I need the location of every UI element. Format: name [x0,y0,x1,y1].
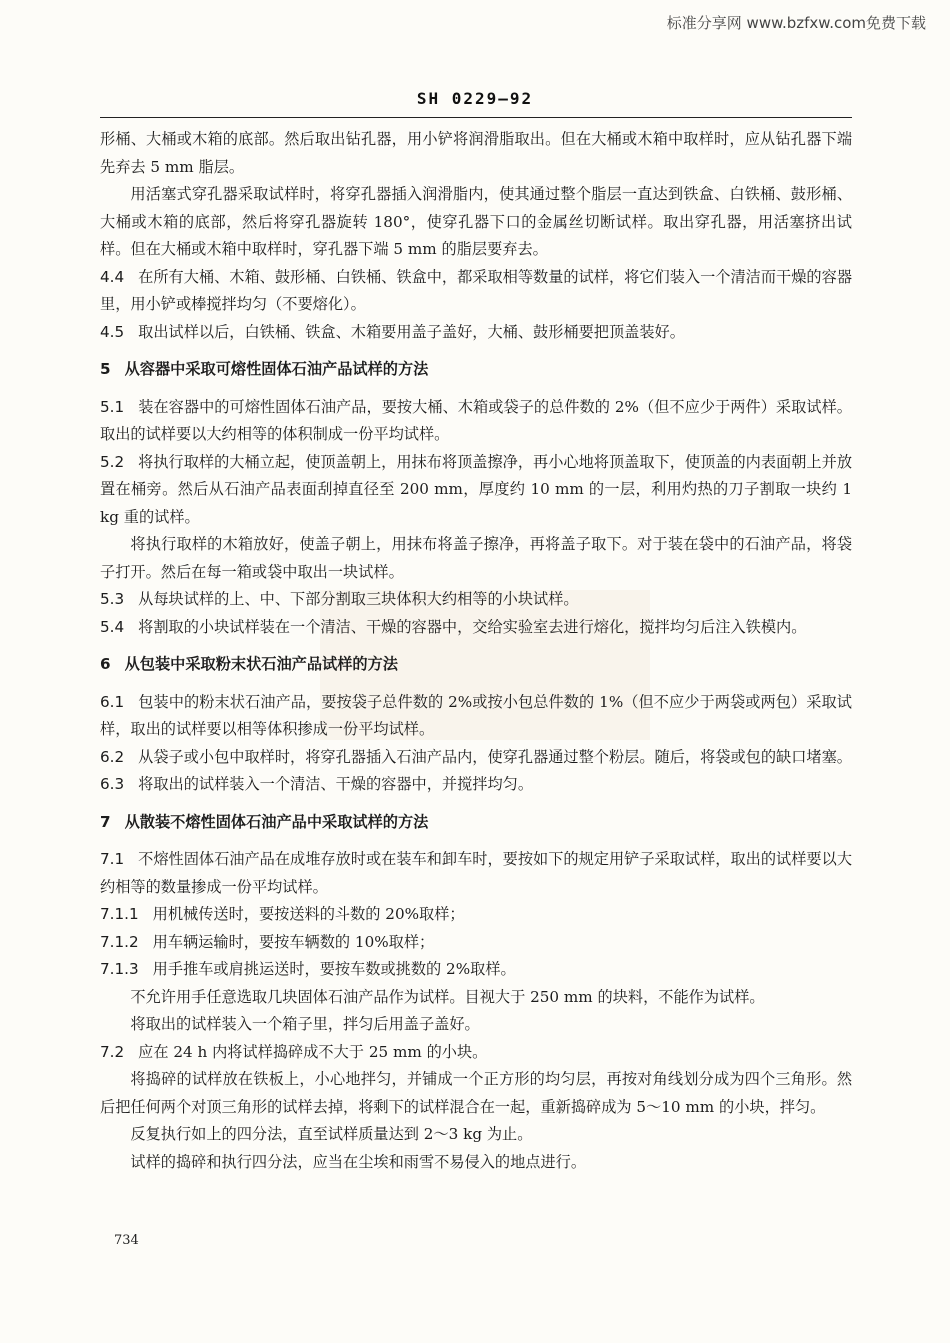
numbered-paragraph [100,771,852,799]
paragraph [100,1066,852,1121]
document-body [100,126,852,1176]
paragraph [100,1011,852,1039]
clause-text: 将取出的试样装入一个清洁、干燥的容器中，并搅拌均匀。 [138,775,534,793]
clause-text: 将捣碎的试样放在铁板上，小心地拌匀，并铺成一个正方形的均匀层，再按对角线划分成为四个三角形。然后把任何两个对顶三角形的试样去掉，将剩下的试样混合在一起，重新捣碎成为 5～10 mm 的小块，拌匀。 [100,1070,852,1116]
section-heading [100,356,852,384]
site-watermark: 标准分享网 www.bzfxw.com免费下载 [666,14,926,32]
clause-text: 形桶、大桶或木箱的底部。然后取出钻孔器，用小铲将润滑脂取出。但在大桶或木箱中取样时，应从钻孔器下端先弃去 5 mm 脂层。 [100,130,852,176]
numbered-paragraph [100,689,852,744]
clause-text: 装在容器中的可熔性固体石油产品，要按大桶、木箱或袋子的总件数的 2%（但不应少于两件）采取试样。取出的试样要以大约相等的体积制成一份平均试样。 [100,397,852,443]
clause-number: 7 [100,812,111,831]
clause-text: 从散装不熔性固体石油产品中采取试样的方法 [124,812,429,831]
numbered-paragraph [100,319,852,347]
numbered-paragraph [100,586,852,614]
paragraph [100,1121,852,1149]
clause-text: 将执行取样的木箱放好，使盖子朝上，用抹布将盖子擦净，再将盖子取下。对于装在袋中的石油产品，将袋子打开。然后在每一箱或袋中取出一块试样。 [100,535,852,581]
clause-number: 5.3 [100,590,125,608]
clause-number: 6.3 [100,775,125,793]
paragraph [100,984,852,1012]
numbered-paragraph [100,901,852,929]
numbered-paragraph [100,929,852,957]
clause-number: 5.2 [100,452,125,471]
numbered-paragraph [100,264,852,319]
clause-text: 用活塞式穿孔器采取试样时，将穿孔器插入润滑脂内，使其通过整个脂层一直达到铁盒、白铁桶、鼓形桶、大桶或木箱的底部，然后将穿孔器旋转 180°，使穿孔器下口的金属丝切断试样。取出穿孔器，用活塞挤出试样。但在大桶或木箱中取样时，穿孔器下端 5 mm 的脂层要弃去。 [100,185,852,258]
paragraph [100,181,852,264]
page-number: 734 [114,1233,139,1248]
clause-text: 用车辆运输时，要按车辆数的 10%取样； [152,932,435,951]
clause-number: 5.4 [100,617,125,636]
clause-text: 用机械传送时，要按送料的斗数的 20%取样； [152,905,465,923]
clause-number: 4.5 [100,322,125,341]
clause-text: 在所有大桶、木箱、鼓形桶、白铁桶、铁盒中，都采取相等数量的试样，将它们装入一个清洁而干燥的容器里，用小铲或棒搅拌均匀（不要熔化）。 [100,267,852,313]
clause-number: 7.1.2 [100,932,139,951]
section-heading [100,651,852,679]
clause-text: 试样的捣碎和执行四分法，应当在尘埃和雨雪不易侵入的地点进行。 [130,1152,587,1171]
section-heading [100,809,852,837]
numbered-paragraph [100,956,852,984]
clause-number: 6.1 [100,692,125,711]
clause-number: 6 [100,655,111,673]
clause-text: 取出试样以后，白铁桶、铁盒、木箱要用盖子盖好，大桶、鼓形桶要把顶盖装好。 [138,322,685,341]
clause-text: 不允许用手任意选取几块固体石油产品作为试样。目视大于 250 mm 的块料，不能作为试样。 [130,987,765,1006]
clause-text: 将割取的小块试样装在一个清洁、干燥的容器中，交给实验室去进行熔化，搅拌均匀后注入铁模内。 [138,617,807,636]
clause-text: 将取出的试样装入一个箱子里，拌匀后用盖子盖好。 [130,1015,480,1033]
paragraph [100,1149,852,1177]
document-code: SH 0229—92 [416,89,534,108]
clause-text: 反复执行如上的四分法，直至试样质量达到 2～3 kg 为止。 [130,1125,533,1143]
clause-number: 7.1 [100,850,125,868]
numbered-paragraph [100,1039,852,1067]
clause-number: 5 [100,360,111,378]
clause-number: 5.1 [100,397,125,416]
clause-text: 从每块试样的上、中、下部分割取三块体积大约相等的小块试样。 [138,590,579,608]
clause-text: 用手推车或肩挑运送时，要按车数或挑数的 2%取样。 [152,960,516,978]
clause-text: 将执行取样的大桶立起，使顶盖朝上，用抹布将顶盖擦净，再小心地将顶盖取下，使顶盖的内表面朝上并放置在桶旁。然后从石油产品表面刮掉直径至 200 mm，厚度约 10 mm 的一层，利用灼热的刀子割取一块约 1 kg 重的试样。 [100,452,852,526]
clause-number: 7.2 [100,1042,125,1061]
clause-number: 4.4 [100,267,125,286]
clause-text: 从容器中采取可熔性固体石油产品试样的方法 [124,360,429,378]
header-rule [100,117,852,118]
numbered-paragraph [100,846,852,901]
clause-number: 7.1.1 [100,905,139,923]
numbered-paragraph [100,394,852,449]
clause-text: 包装中的粉末状石油产品，要按袋子总件数的 2%或按小包总件数的 1%（但不应少于两袋或两包）采取试样，取出的试样要以相等体积掺成一份平均试样。 [100,692,852,738]
clause-number: 7.1.3 [100,960,139,978]
paragraph [100,531,852,586]
clause-number: 6.2 [100,747,125,766]
clause-text: 从包装中采取粉末状石油产品试样的方法 [124,655,398,673]
clause-text: 从袋子或小包中取样时，将穿孔器插入石油产品内，使穿孔器通过整个粉层。随后，将袋或包的缺口堵塞。 [138,747,852,766]
numbered-paragraph [100,449,852,532]
paragraph [100,126,852,181]
clause-text: 不熔性固体石油产品在成堆存放时或在装车和卸车时，要按如下的规定用铲子采取试样，取出的试样要以大约相等的数量掺成一份平均试样。 [100,850,852,896]
clause-text: 应在 24 h 内将试样捣碎成不大于 25 mm 的小块。 [138,1042,488,1061]
numbered-paragraph [100,614,852,642]
numbered-paragraph [100,744,852,772]
